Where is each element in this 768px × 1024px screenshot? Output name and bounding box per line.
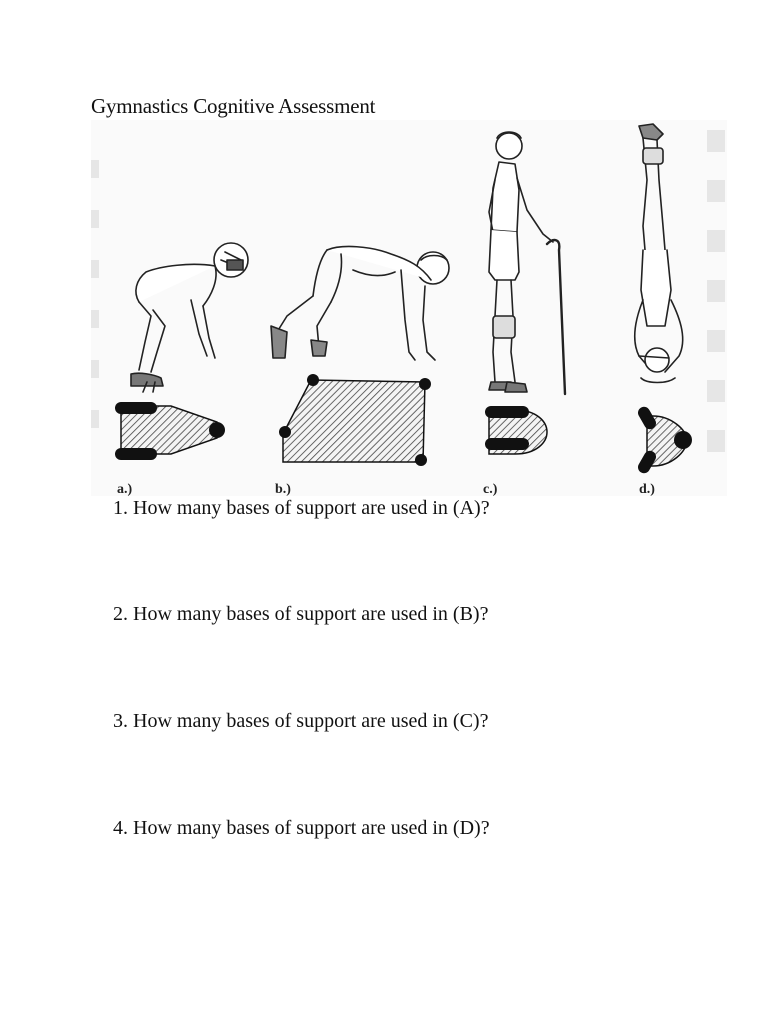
panel-label-c: c.) — [483, 482, 498, 496]
question-1: 1. How many bases of support are used in (A)? — [113, 497, 490, 519]
question-3: 3. How many bases of support are used in (C)? — [113, 710, 489, 732]
document-title: Gymnastics Cognitive Assessment — [91, 94, 376, 118]
question-2: 2. How many bases of support are used in (B)? — [113, 603, 489, 625]
panel-label-d: d.) — [639, 482, 655, 496]
panel-label-b: b.) — [275, 482, 291, 496]
question-4: 4. How many bases of support are used in (D)? — [113, 817, 490, 839]
panel-label-a: a.) — [117, 482, 133, 496]
base-of-support-figure — [91, 120, 727, 496]
